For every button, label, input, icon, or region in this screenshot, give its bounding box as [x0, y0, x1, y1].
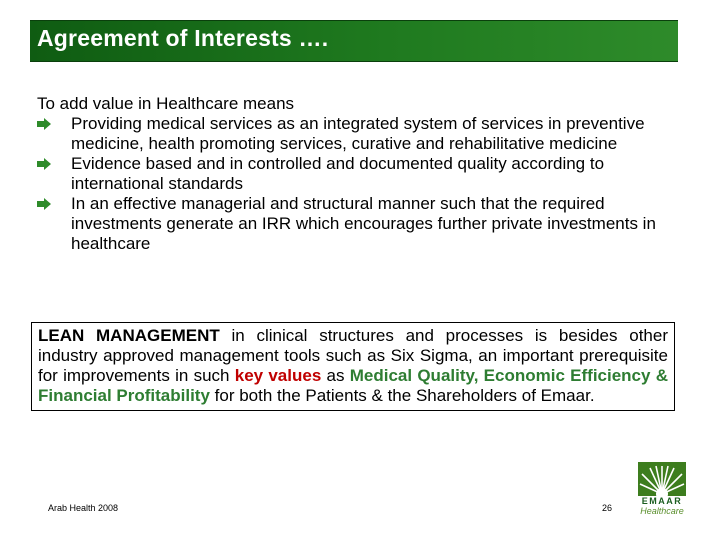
- page-number: 26: [602, 503, 613, 513]
- intro-text: To add value in Healthcare means: [37, 94, 295, 113]
- box-lead: LEAN MANAGEMENT: [38, 326, 220, 345]
- lean-management-box: [31, 322, 675, 411]
- bullet-text: Providing medical services as an integrated system of services in preventive medicine, health promoting services, curative and rehabilitative medicine: [71, 114, 645, 153]
- title-bar: [30, 20, 678, 62]
- bullet-text: Evidence based and in controlled and documented quality according to international standards: [71, 154, 605, 193]
- footer-event: Arab Health 2008: [48, 503, 119, 513]
- box-text-2: as: [321, 366, 350, 385]
- arrow-right-icon: [37, 158, 51, 170]
- logo-subtitle: Healthcare: [640, 506, 684, 516]
- logo-caption: [628, 496, 696, 517]
- page-title: Agreement of Interests ….: [37, 25, 329, 51]
- bullet-list: [37, 114, 677, 254]
- box-values: Medical Quality, Economic Efficiency & Financial Profitability: [38, 366, 668, 405]
- box-key-values: key values: [234, 366, 322, 385]
- box-text-1: in clinical structures and processes is besides other industry approved management tools such as Six Sigma, an important prerequisite for improvements in such: [38, 326, 668, 385]
- logo-wordmark: EMAAR: [641, 496, 683, 506]
- list-item: [37, 194, 677, 254]
- list-item: [37, 154, 677, 194]
- arrow-right-icon: [37, 118, 51, 130]
- arrow-right-icon: [37, 198, 51, 210]
- bullet-text: In an effective managerial and structural manner such that the required investments generate an IRR which encourages further private investments in healthcare: [71, 194, 656, 253]
- list-item: [37, 114, 677, 154]
- box-text-3: for both the Patients & the Shareholders of Emaar.: [209, 386, 595, 405]
